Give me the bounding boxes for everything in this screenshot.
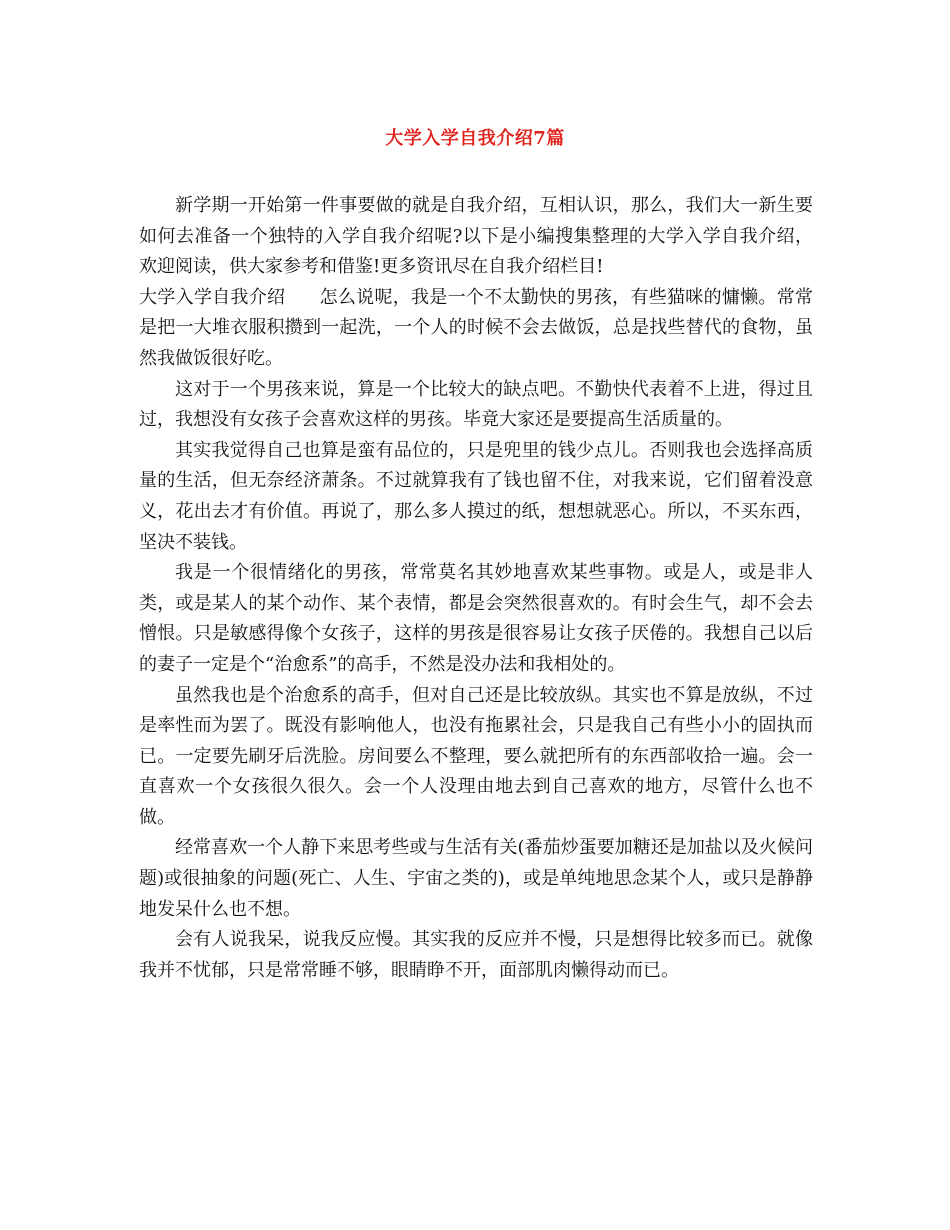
body-paragraph: 虽然我也是个治愈系的高手，但对自己还是比较放纵。其实也不算是放纵，不过是率性而为罢了。既没有影响他人，也没有拖累社会，只是我自己有些小小的固执而已。一定要先刷牙后洗脸。房间要么不整理，要么就把所有的东西部收拾一遍。会一直喜欢一个女孩很久很久。会一个人没理由地去到自己喜欢的地方，尽管什么也不做。 <box>139 684 813 828</box>
body-paragraph: 我是一个很情绪化的男孩，常常莫名其妙地喜欢某些事物。或是人，或是非人类，或是某人的某个动作、某个表情，都是会突然很喜欢的。有时会生气，却不会去憎恨。只是敏感得像个女孩子，这样的男孩是很容易让女孩子厌倦的。我想自己以后的妻子一定是个“治愈系”的高手，不然是没办法和我相处的。 <box>139 562 813 675</box>
body-paragraph: 会有人说我呆，说我反应慢。其实我的反应并不慢，只是想得比较多而已。就像我并不忧郁，只是常常睡不够，眼睛睁不开，面部肌肉懒得动而已。 <box>139 929 813 981</box>
section-label: 大学入学自我介绍 <box>139 286 286 308</box>
section-text: 怎么说呢，我是一个不太勤快的男孩，有些猫咪的慵懒。常常是把一大堆衣服积攒到一起洗，一个人的时候不会去做饭，总是找些替代的食物，虽然我做饭很好吃。 <box>139 286 814 369</box>
document-body <box>139 191 813 986</box>
intro-paragraph: 新学期一开始第一件事要做的就是自我介绍，互相认识，那么，我们大一新生要如何去准备一个独特的入学自我介绍呢?以下是小编搜集整理的大学入学自我介绍，欢迎阅读，供大家参考和借鉴!更多资讯尽在自我介绍栏目! <box>139 195 813 278</box>
body-paragraph: 经常喜欢一个人静下来思考些或与生活有关(番茄炒蛋要加糖还是加盐以及火候问题)或很抽象的问题(死亡、人生、宇宙之类的)，或是单纯地思念某个人，或只是静静地发呆什么也不想。 <box>139 837 813 920</box>
section-paragraph <box>139 283 813 375</box>
body-paragraph: 这对于一个男孩来说，算是一个比较大的缺点吧。不勤快代表着不上进，得过且过，我想没有女孩子会喜欢这样的男孩。毕竟大家还是要提高生活质量的。 <box>139 378 813 431</box>
body-paragraph: 其实我觉得自己也算是蛮有品位的，只是兜里的钱少点儿。否则我也会选择高质量的生活，但无奈经济萧条。不过就算我有了钱也留不住，对我来说，它们留着没意义，花出去才有价值。再说了，那么多人摸过的纸，想想就恶心。所以，不买东西，坚决不装钱。 <box>139 439 813 553</box>
document-title: 大学入学自我介绍7篇 <box>385 128 565 149</box>
